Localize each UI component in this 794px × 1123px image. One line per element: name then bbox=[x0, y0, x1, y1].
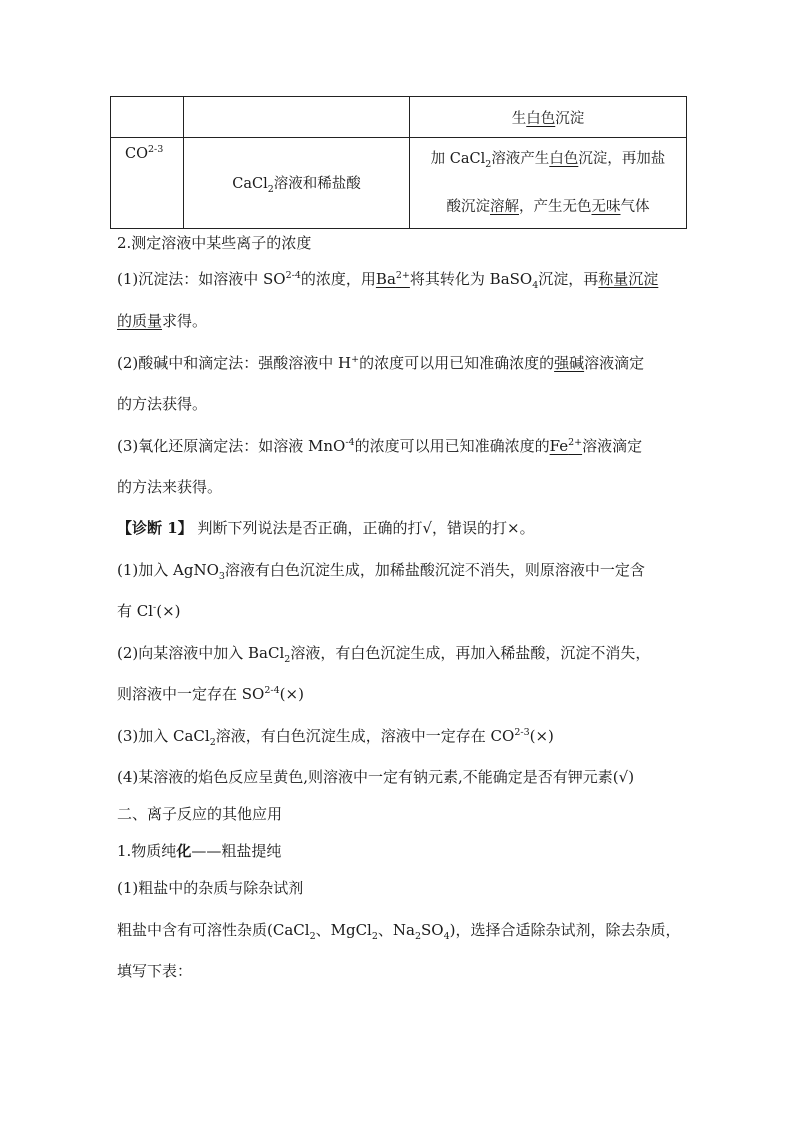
paragraph-line: 的方法来获得。 bbox=[117, 478, 223, 496]
underlined-text: 溶解 bbox=[490, 198, 519, 215]
underlined-text bbox=[550, 437, 582, 455]
paragraph-line bbox=[117, 919, 681, 942]
phenomenon-line bbox=[416, 138, 680, 186]
cell-text: 沉淀 bbox=[555, 110, 585, 127]
table-row bbox=[111, 138, 687, 229]
text: (3)氧化还原滴定法：如溶液 MnO bbox=[117, 437, 346, 455]
reagent-cell bbox=[184, 138, 410, 229]
text: (×) bbox=[529, 727, 554, 745]
ion-test-table bbox=[110, 96, 687, 229]
text: 溶液，有白色沉淀生成，溶液中一定存在 CO bbox=[215, 727, 515, 745]
underlined-text: 称量沉淀 bbox=[598, 270, 659, 288]
superscript: -4 bbox=[345, 437, 355, 448]
text: ——粗盐提纯 bbox=[191, 842, 282, 860]
subscript: 4 bbox=[532, 280, 539, 291]
text: 酸沉淀 bbox=[446, 198, 490, 215]
text: 沉淀，再加盐 bbox=[578, 151, 666, 168]
underlined-text: 无味 bbox=[591, 198, 621, 215]
question-line bbox=[117, 600, 181, 621]
text: 则溶液中一定存在 SO bbox=[117, 685, 265, 703]
text: 加 CaCl bbox=[430, 151, 486, 168]
text: 溶液产生 bbox=[491, 151, 550, 168]
superscript: + bbox=[351, 354, 360, 365]
text: (1)加入 AgNO bbox=[117, 561, 219, 579]
text: (2)酸碱中和滴定法：强酸溶液中 H bbox=[117, 354, 352, 372]
ion-cell bbox=[111, 138, 184, 229]
text: (2)向某溶液中加入 BaCl bbox=[117, 644, 285, 662]
table-row bbox=[111, 97, 687, 138]
text: 沉淀，再 bbox=[538, 270, 599, 288]
subscript: 2 bbox=[309, 931, 316, 942]
text: (×) bbox=[279, 685, 304, 703]
text: (1)沉淀法：如溶液中 SO bbox=[117, 270, 286, 288]
subscript: 2 bbox=[414, 931, 422, 942]
text: Ba bbox=[375, 270, 396, 288]
reagent-text: CaCl bbox=[232, 175, 268, 192]
subscript: 2 bbox=[284, 654, 291, 665]
ion-formula: CO bbox=[125, 145, 148, 162]
superscript: 2-4 bbox=[285, 270, 301, 281]
table-cell bbox=[111, 97, 184, 138]
text: (3)加入 CaCl bbox=[117, 727, 210, 745]
text: 溶液有白色沉淀生成，加稀盐酸沉淀不消失，则原溶液中一定含 bbox=[224, 561, 645, 579]
reagent-text: 溶液和稀盐酸 bbox=[273, 175, 361, 192]
phenomenon-line bbox=[416, 186, 680, 228]
paragraph-line bbox=[117, 310, 207, 331]
text: 的浓度可以用已知准确浓度的 bbox=[354, 437, 550, 455]
text: ，产生无色 bbox=[519, 198, 592, 215]
text: 粗盐中含有可溶性杂质(CaCl bbox=[117, 921, 310, 939]
subscript: 4 bbox=[443, 931, 450, 942]
text: Fe bbox=[549, 437, 569, 455]
superscript: 2-3 bbox=[514, 727, 530, 738]
subscript: 2 bbox=[267, 183, 274, 195]
text: 1.物质纯 bbox=[117, 842, 177, 860]
diagnosis-line bbox=[117, 517, 535, 538]
underlined-text: 白色 bbox=[549, 151, 579, 168]
question-line: (4)某溶液的焰色反应呈黄色,则溶液中一定有钠元素,不能确定是否有钾元素(√) bbox=[117, 768, 635, 786]
superscript: - bbox=[153, 602, 157, 613]
cell-underlined-text: 白色 bbox=[526, 110, 556, 127]
text: 判断下列说法是否正确，正确的打√，错误的打×。 bbox=[197, 519, 535, 537]
section-heading: 2.测定溶液中某些离子的浓度 bbox=[117, 234, 312, 252]
ion-charge: 2-3 bbox=[147, 144, 164, 155]
paragraph-line: 的方法获得。 bbox=[117, 395, 208, 413]
superscript: 2+ bbox=[568, 437, 583, 448]
table-cell bbox=[410, 97, 687, 138]
question-line bbox=[117, 725, 554, 748]
text: 将其转化为 BaSO bbox=[409, 270, 533, 288]
superscript: 2+ bbox=[395, 270, 410, 281]
phenomenon-cell bbox=[410, 138, 687, 229]
underlined-text: 强碱 bbox=[554, 354, 585, 372]
text: 气体 bbox=[620, 198, 650, 215]
question-line bbox=[117, 559, 645, 582]
question-line bbox=[117, 683, 304, 704]
diagnosis-label: 【诊断 1】 bbox=[117, 519, 193, 537]
paragraph-line bbox=[117, 268, 658, 291]
subscript: 3 bbox=[218, 571, 225, 582]
text: )，选择合适除杂试剂，除去杂质， bbox=[449, 921, 681, 939]
text: 有 Cl bbox=[117, 602, 154, 620]
subscript: 2 bbox=[485, 158, 492, 170]
question-line bbox=[117, 642, 650, 665]
cell-text: 生 bbox=[511, 110, 527, 127]
text: 求得。 bbox=[162, 312, 208, 330]
superscript: 2-4 bbox=[264, 685, 280, 696]
underlined-text bbox=[376, 270, 410, 288]
subscript: 2 bbox=[371, 931, 378, 942]
text: 的浓度可以用已知准确浓度的 bbox=[359, 354, 555, 372]
subsection-title: (1)粗盐中的杂质与除杂试剂 bbox=[117, 879, 304, 897]
text: SO bbox=[421, 921, 444, 939]
paragraph-line bbox=[117, 435, 642, 456]
text: 化 bbox=[176, 842, 192, 860]
table-cell bbox=[184, 97, 410, 138]
text: (×) bbox=[156, 602, 181, 620]
underlined-text: 的质量 bbox=[117, 312, 163, 330]
section-title: 二、离子反应的其他应用 bbox=[117, 805, 283, 823]
text: 溶液滴定 bbox=[584, 354, 645, 372]
text: 的浓度，用 bbox=[300, 270, 376, 288]
text: 、MgCl bbox=[315, 921, 372, 939]
subscript: 2 bbox=[209, 737, 216, 748]
paragraph-line: 填写下表： bbox=[117, 962, 193, 980]
text: 、Na bbox=[377, 921, 415, 939]
text: 溶液，有白色沉淀生成，再加入稀盐酸，沉淀不消失， bbox=[290, 644, 651, 662]
subsection-title bbox=[117, 840, 281, 861]
ion-table-container bbox=[110, 96, 686, 229]
text: 溶液滴定 bbox=[582, 437, 643, 455]
paragraph-line bbox=[117, 352, 644, 373]
